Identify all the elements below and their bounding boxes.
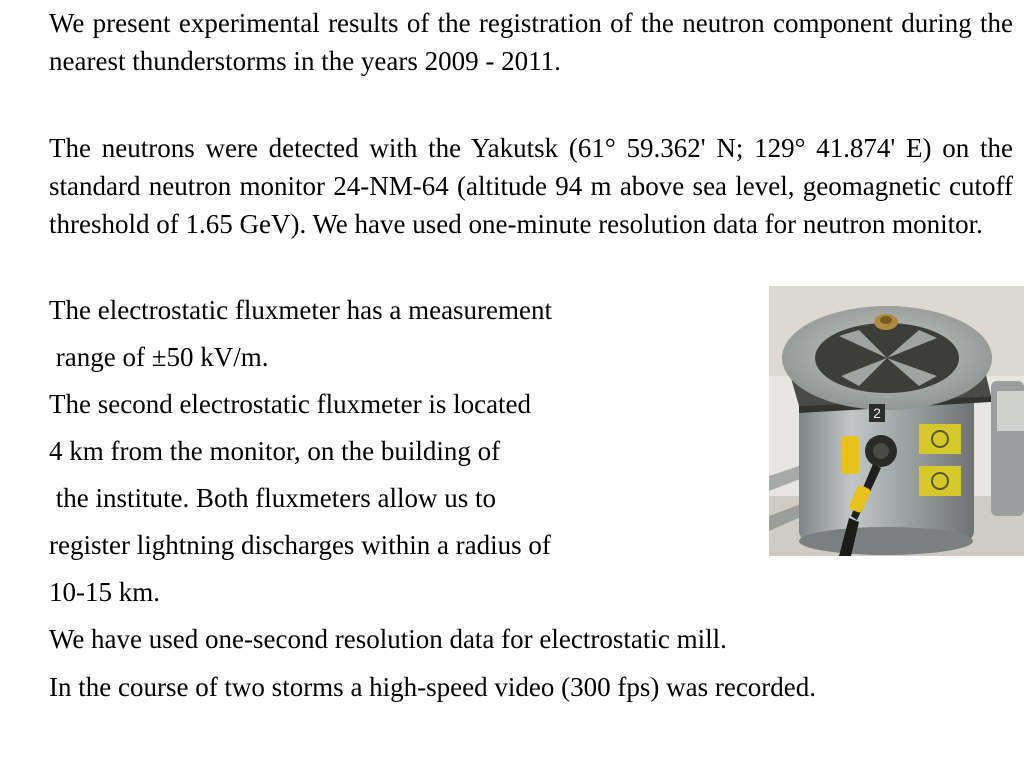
fluxmeter-photo — [769, 286, 1024, 556]
detection-paragraph: The neutrons were detected with the Yakutsk (61° 59.362' N; 129° 41.874' E) on the standard neutron monitor 24-NM-64 (altitude 94 m above sea level, geomagnetic cutoff threshold of 1.65 GeV). We have used one-minute resolution data for neutron monitor. — [49, 133, 1013, 239]
unit-number-label: 2 — [873, 405, 881, 421]
second-fluxmeter-line: 4 km from the monitor, on the building of — [49, 436, 501, 466]
video-paragraph: In the course of two storms a high-speed video (300 fps) was recorded. — [49, 672, 817, 702]
fluxmeter-text-line: range of ±50 kV/m. — [49, 342, 269, 372]
second-fluxmeter-line: The second electrostatic fluxmeter is located — [49, 389, 532, 419]
intro-paragraph: We present experimental results of the registration of the neutron component during the nearest thunderstorms in the years 2009 - 2011. — [49, 8, 1013, 76]
second-fluxmeter-line: 10-15 km. — [49, 577, 160, 607]
fluxmeter-text-line: The electrostatic fluxmeter has a measurement — [49, 295, 553, 325]
one-second-paragraph: We have used one-second resolution data for electrostatic mill. — [49, 624, 727, 654]
second-fluxmeter-line: register lightning discharges within a radius of — [49, 530, 551, 560]
second-fluxmeter-line: the institute. Both fluxmeters allow us to — [49, 483, 496, 513]
